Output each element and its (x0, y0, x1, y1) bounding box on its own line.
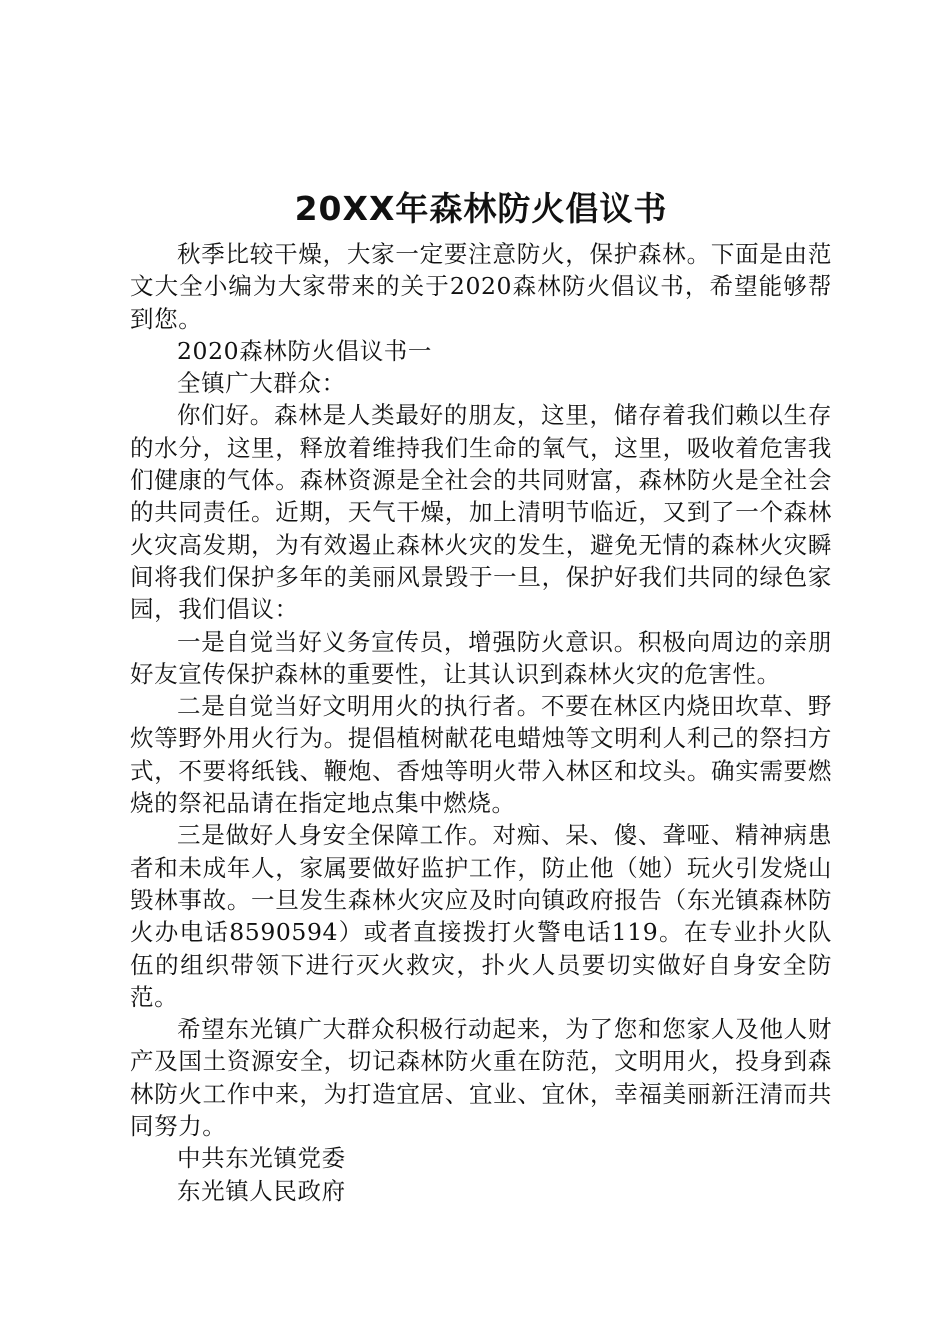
section-heading: 2020森林防火倡议书一 (177, 336, 433, 365)
document-page (130, 180, 832, 1207)
signature-party-committee: 中共东光镇党委 (177, 1144, 346, 1173)
signature-town-government: 东光镇人民政府 (177, 1176, 346, 1205)
body-paragraph: 三是做好人身安全保障工作。对痴、呆、傻、聋哑、精神病患者和未成年人，家属要做好监护工作，防止他（她）玩火引发烧山毁林事故。一旦发生森林火灾应及时向镇政府报告（东光镇森林防火办电话8590594）或者直接拨打火警电话119。在专业扑火队伍的组织带领下进行灭火救灾，扑火人员要切实做好自身安全防范。 (130, 821, 832, 1011)
salutation: 全镇广大群众： (177, 369, 346, 398)
body-paragraph: 希望东光镇广大群众积极行动起来，为了您和您家人及他人财产及国土资源安全，切记森林防火重在防范，文明用火，投身到森林防火工作中来，为打造宜居、宜业、宜休，幸福美丽新汪清而共同努力。 (130, 1015, 832, 1141)
body-paragraph: 二是自觉当好文明用火的执行者。不要在林区内烧田坎草、野炊等野外用火行为。提倡植树献花电蜡烛等文明利人利己的祭扫方式，不要将纸钱、鞭炮、香烛等明火带入林区和坟头。确实需要燃烧的祭祀品请在指定地点集中燃烧。 (130, 692, 832, 818)
intro-paragraph: 秋季比较干燥，大家一定要注意防火，保护森林。下面是由范文大全小编为大家带来的关于2020森林防火倡议书，希望能够帮到您。 (130, 240, 832, 333)
body-paragraph: 一是自觉当好义务宣传员，增强防火意识。积极向周边的亲朋好友宣传保护森林的重要性，让其认识到森林火灾的危害性。 (130, 627, 832, 688)
body-paragraph: 你们好。森林是人类最好的朋友，这里，储存着我们赖以生存的水分，这里，释放着维持我们生命的氧气，这里，吸收着危害我们健康的气体。森林资源是全社会的共同财富，森林防火是全社会的共同责任。近期，天气干燥，加上清明节临近，又到了一个森林火灾高发期，为有效遏止森林火灾的发生，避免无情的森林火灾瞬间将我们保护多年的美丽风景毁于一旦，保护好我们共同的绿色家园，我们倡议： (130, 401, 832, 624)
document-title: 20XX年森林防火倡议书 (294, 189, 668, 228)
